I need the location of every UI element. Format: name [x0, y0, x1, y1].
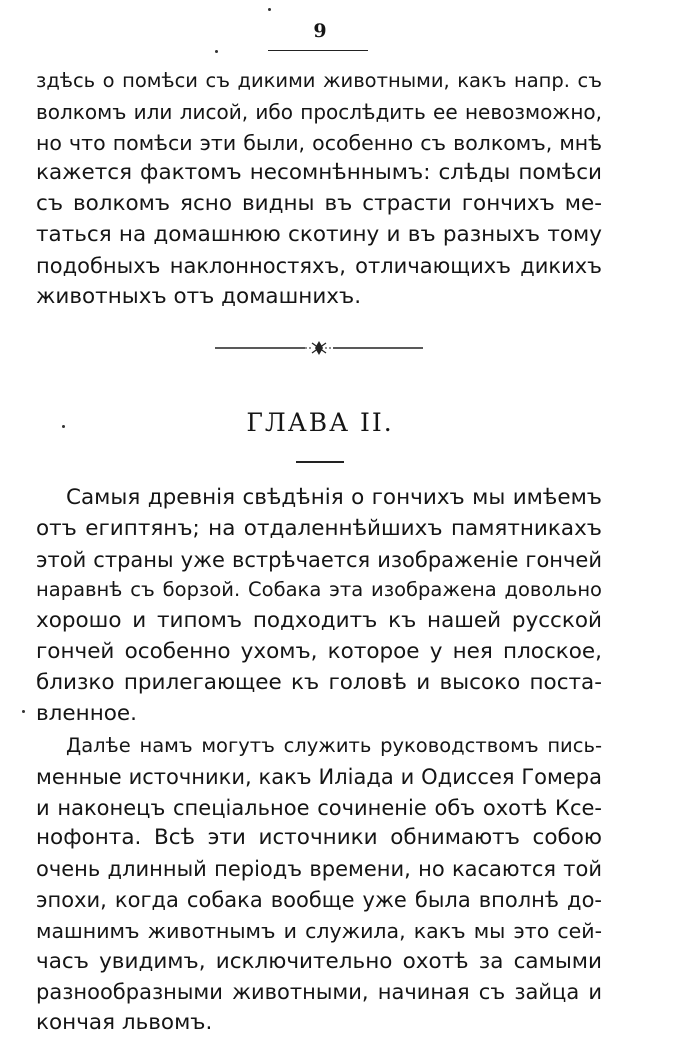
text-line: и наконецъ спеціальное сочиненіе объ охотѣ Ксе- [36, 795, 602, 820]
chapter-title: ГЛАВА II. [246, 408, 394, 437]
text-line: очень длинный періодъ времени, но касаются той [36, 857, 602, 882]
chapter-paragraph-2 [36, 731, 602, 1039]
page-number-rule [268, 50, 368, 51]
text-line: но что помѣси эти были, особенно съ волкомъ, мнѣ [36, 130, 602, 155]
text-line: гончей особенно ухомъ, которое у нея плоское, [36, 638, 602, 664]
text-line: эпохи, когда собака вообще уже была вполнѣ до- [36, 887, 602, 912]
ornament-divider-icon [215, 338, 423, 358]
print-speck [215, 50, 218, 53]
text-line: животныхъ отъ домашнихъ. [36, 283, 362, 309]
text-line: подобныхъ наклонностяхъ, отличающихъ дикихъ [36, 253, 602, 278]
print-speck [268, 8, 271, 11]
text-line: волкомъ или лисой, ибо прослѣдить ее невозможно, [36, 99, 602, 124]
text-line: нофонта. Всѣ эти источники обнимаютъ собою [36, 825, 602, 851]
text-line: машнимъ животнымъ и служила, какъ мы это сей- [36, 918, 602, 943]
text-line: близко прилегающее къ головѣ и высоко поста- [36, 669, 602, 695]
page-number: 9 [313, 20, 327, 42]
text-line: этой страны уже встрѣчается изображеніе гончей [36, 547, 602, 572]
text-line: хорошо и типомъ подходитъ къ нашей русской [36, 608, 602, 634]
text-line: Далѣе намъ могутъ служить руководствомъ пись- [66, 734, 602, 757]
print-speck [62, 425, 65, 428]
text-line: таться на домашнюю скотину и въ разныхъ тому [36, 221, 602, 247]
text-line: кажется фактомъ несомнѣннымъ: слѣды помѣси [36, 160, 602, 186]
chapter-title-rule [296, 461, 344, 463]
text-line: здѣсь о помѣси съ дикими животными, какъ напр. съ [36, 69, 602, 92]
chapter-paragraph-1 [36, 483, 602, 729]
text-line: наравнѣ съ борзой. Собака эта изображена довольно [36, 578, 602, 602]
text-line: отъ египтянъ; на отдаленнѣйшихъ памятникахъ [36, 515, 602, 541]
print-speck [22, 710, 25, 713]
text-line: кончая львомъ. [36, 1010, 213, 1036]
text-line: разнообразными животными, начиная съ зайца и [36, 980, 602, 1005]
text-line: Самыя древнія свѣдѣнія о гончихъ мы имѣемъ [66, 485, 602, 510]
text-line: часъ увидимъ, исключительно охотѣ за самыми [36, 948, 602, 974]
text-line: съ волкомъ ясно видны въ страсти гончихъ ме- [36, 191, 602, 217]
paragraph-continuation [36, 66, 602, 312]
text-line: менные источники, какъ Иліада и Одиссея Гомера [36, 764, 602, 789]
text-line: вленное. [36, 700, 137, 726]
